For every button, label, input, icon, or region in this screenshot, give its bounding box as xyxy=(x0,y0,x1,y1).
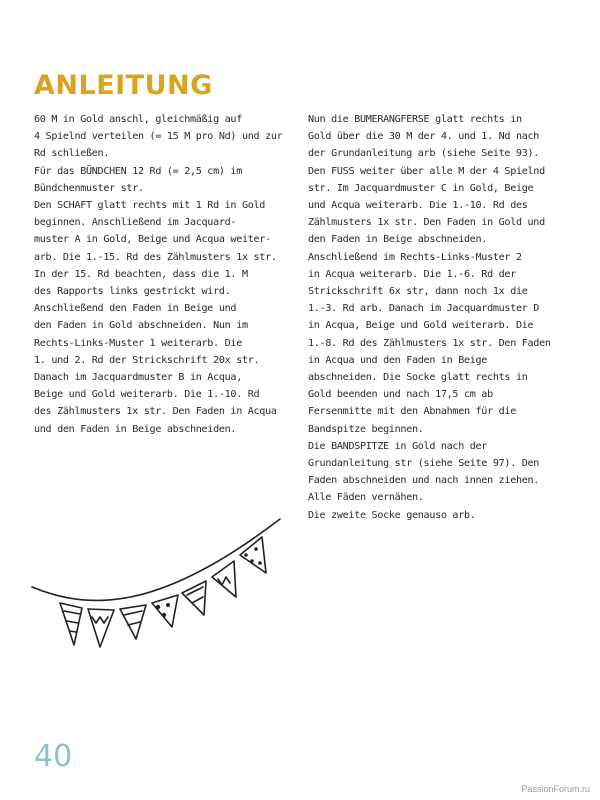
text-line: Danach im Jacquardmuster B in Acqua, xyxy=(34,372,242,384)
bunting-garland-illustration xyxy=(30,515,290,655)
garland-flag xyxy=(152,595,178,627)
text-line: Den FUSS weiter über alle M der 4 Spielnd xyxy=(308,165,545,177)
text-line: Bündchenmuster str. xyxy=(34,182,144,194)
text-line: und den Faden in Beige abschneiden. xyxy=(34,423,237,435)
text-line: in Acqua, Beige und Gold weiterarb. Die xyxy=(308,320,534,332)
garland-flag xyxy=(88,609,114,647)
garland-flag xyxy=(240,537,266,573)
text-line: in Acqua und den Faden in Beige xyxy=(308,354,488,366)
text-line: Faden abschneiden und nach innen ziehen. xyxy=(308,475,540,487)
text-line: arb. Die 1.-15. Rd des Zählmusters 1x str. xyxy=(34,251,277,263)
page-number: 40 xyxy=(34,739,73,774)
text-line: den Faden in Gold abschneiden. Nun im xyxy=(34,320,248,332)
garland-flag xyxy=(212,561,236,597)
garland-flag-dot xyxy=(162,613,166,617)
text-line: den Faden in Beige abschneiden. xyxy=(308,234,488,246)
text-line: und Acqua weiterarb. Die 1.-10. Rd des xyxy=(308,200,528,212)
garland-flag xyxy=(60,603,82,645)
text-line: der Grundanleitung arb (siehe Seite 93). xyxy=(308,148,540,160)
text-line: des Zählmusters 1x str. Den Faden in Acqua xyxy=(34,406,277,418)
text-line: 4 Spielnd verteilen (= 15 M pro Nd) und zur xyxy=(34,131,283,143)
text-line: in Acqua weiterarb. Die 1.-6. Rd der xyxy=(308,268,516,280)
text-line: Den SCHAFT glatt rechts mit 1 Rd in Gold xyxy=(34,200,266,212)
text-line: Die zweite Socke genauso arb. xyxy=(308,509,476,521)
text-line: 1. und 2. Rd der Strickschrift 20x str. xyxy=(34,354,260,366)
garland-flag-dot xyxy=(250,559,254,563)
garland-flag-dot xyxy=(156,605,160,609)
garland-flag-dot xyxy=(254,547,258,551)
text-line: In der 15. Rd beachten, dass die 1. M xyxy=(34,268,248,280)
text-line: Rd schließen. xyxy=(34,148,110,160)
text-line: Fersenmitte mit den Abnahmen für die xyxy=(308,406,516,418)
text-line: Strickschrift 6x str, dann noch 1x die xyxy=(308,286,528,298)
text-line: 1.-8. Rd des Zählmusters 1x str. Den Faden xyxy=(308,337,551,349)
garland-flag-zigzag xyxy=(92,617,108,623)
text-line: Nun die BUMERANGFERSE glatt rechts in xyxy=(308,114,522,125)
text-line: 1.-3. Rd arb. Danach im Jacquardmuster D xyxy=(308,303,540,315)
garland-flag-dot xyxy=(244,553,248,557)
text-line: Beige und Gold weiterarb. Die 1.-10. Rd xyxy=(34,389,260,401)
text-line: Bandspitze beginnen. xyxy=(308,423,424,435)
text-line: beginnen. Anschließend im Jacquard- xyxy=(34,217,237,229)
text-line: Für das BÜNDCHEN 12 Rd (= 2,5 cm) im xyxy=(34,165,242,177)
text-line: Gold beenden und nach 17,5 cm ab xyxy=(308,389,493,401)
text-line: Gold über die 30 M der 4. und 1. Nd nach xyxy=(308,131,540,143)
page-heading: ANLEITUNG xyxy=(34,70,213,101)
text-line: Anschließend den Faden in Beige und xyxy=(34,303,237,315)
text-line: muster A in Gold, Beige und Acqua weiter- xyxy=(34,234,271,246)
text-line: Zählmusters 1x str. Den Faden in Gold und xyxy=(308,217,545,229)
garland-flag-dot xyxy=(258,561,262,565)
text-line: 60 M in Gold anschl, gleichmäßig auf xyxy=(34,114,242,125)
text-line: abschneiden. Die Socke glatt rechts in xyxy=(308,372,528,384)
text-line: Anschließend im Rechts-Links-Muster 2 xyxy=(308,251,522,263)
text-line: str. Im Jacquardmuster C in Gold, Beige xyxy=(308,182,534,194)
text-line: des Rapports links gestrickt wird. xyxy=(34,286,231,298)
right-text-column xyxy=(308,111,570,524)
garland-flag xyxy=(120,605,146,639)
watermark: PassionForum.ru xyxy=(521,784,590,794)
left-text-column xyxy=(34,111,304,438)
garland-string xyxy=(32,519,280,600)
text-line: Die BANDSPITZE in Gold nach der xyxy=(308,440,488,452)
garland-flag-dot xyxy=(166,603,170,607)
text-line: Grundanleitung str (siehe Seite 97). Den xyxy=(308,458,540,470)
text-line: Alle Fäden vernähen. xyxy=(308,492,424,504)
text-line: Rechts-Links-Muster 1 weiterarb. Die xyxy=(34,337,242,349)
